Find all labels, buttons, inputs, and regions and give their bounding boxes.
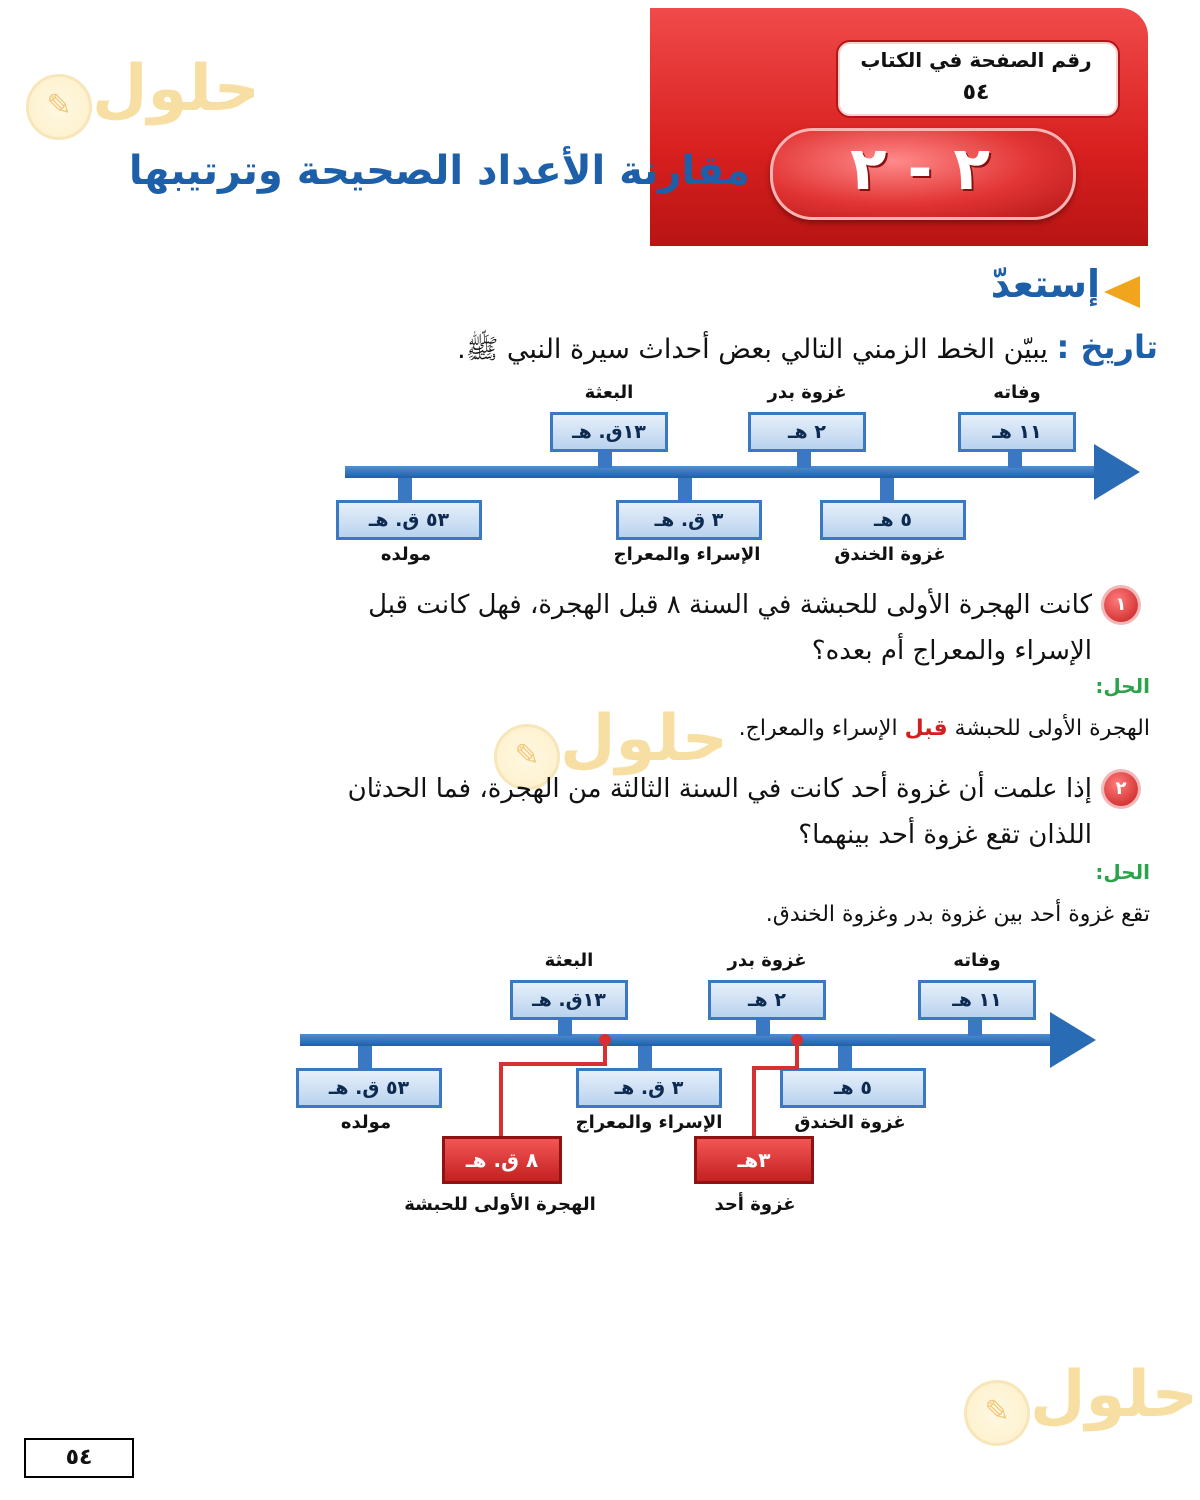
watermark-logo-icon: ✎ [964,1380,1030,1446]
question-number-badge: ٢ [1104,772,1138,806]
event-year-box: ٣ ق. هـ [616,500,762,540]
event-label: مولده [340,1112,392,1133]
event-label: غزوة بدر [727,950,807,971]
event-label: البعثة [544,950,594,971]
added-event-label: غزوة أحد [714,1194,796,1215]
event-label: غزوة الخندق [834,544,946,565]
connector-line [752,1066,756,1138]
event-label: غزوة الخندق [794,1112,906,1133]
lesson-number: ٢ - ٢ [850,134,990,204]
intro-sentence: يبيّن الخط الزمني التالي بعض أحداث سيرة النبي ﷺ. [457,334,1048,365]
event-stem [398,478,412,500]
event-stem [678,478,692,500]
book-page-label: رقم الصفحة في الكتاب [860,48,1092,72]
watermark-logo-text: حلول [92,52,260,126]
event-year-box: ٣ ق. هـ [576,1068,722,1108]
watermark-logo-icon: ✎ [26,74,92,140]
event-label: الإسراء والمعراج [575,1112,723,1133]
added-event-box: ٨ ق. هـ [442,1136,562,1184]
event-stem [880,478,894,500]
event-stem [756,1020,770,1036]
event-label: غزوة بدر [767,382,847,403]
connector-line [499,1062,607,1066]
intro-keyword: تاريخ : [1056,328,1158,366]
event-year-box: ١١ هـ [958,412,1076,452]
event-label: وفاته [953,950,1001,971]
event-year-box: ٥ هـ [820,500,966,540]
solution-label: الحل: [1095,860,1150,884]
event-stem [1008,452,1022,468]
page-title: مقارنة الأعداد الصحيحة وترتيبها [128,148,750,194]
event-stem [838,1046,852,1068]
question-number-badge: ١ [1104,588,1138,622]
added-event-label: الهجرة الأولى للحبشة [404,1194,596,1215]
event-stem [797,452,811,468]
connector-line [499,1062,503,1138]
event-year-box: ١٣ق. هـ [510,980,628,1020]
event-year-box: ٥ هـ [780,1068,926,1108]
timeline-axis [345,466,1100,478]
event-label: مولده [380,544,432,565]
answer-part: الإسراء والمعراج. [738,716,898,741]
event-year-box: ٥٣ ق. هـ [336,500,482,540]
intro-text [300,328,1158,372]
event-label: البعثة [584,382,634,403]
added-event-box: ٣هـ [694,1136,814,1184]
watermark-logo-text: حلول [560,702,728,776]
solution-label: الحل: [1095,674,1150,698]
timeline-arrowhead [1050,1012,1096,1068]
answer-part: الهجرة الأولى للحبشة [954,716,1150,741]
answer-text: تقع غزوة أحد بين غزوة بدر وغزوة الخندق. [765,902,1150,927]
answer-text [500,716,1150,741]
event-year-box: ٢ هـ [708,980,826,1020]
question-text: كانت الهجرة الأولى للحبشة في السنة ٨ قبل الهجرة، فهل كانت قبل الإسراء والمعراج أم بعده؟ [368,590,1092,666]
event-year-box: ٥٣ ق. هـ [296,1068,442,1108]
event-year-box: ١٣ق. هـ [550,412,668,452]
answer-highlight: قبل [904,716,948,741]
prepare-arrow-icon [1104,276,1140,308]
question-text: إذا علمت أن غزوة أحد كانت في السنة الثالثة من الهجرة، فما الحدثان اللذان تقع غزوة أحد بينهما؟ [347,774,1092,850]
event-label: الإسراء والمعراج [613,544,761,565]
timeline-axis [300,1034,1056,1046]
watermark-logo-icon: ✎ [494,724,560,790]
connector-line [752,1066,799,1070]
watermark-logo-text: حلول [1030,1358,1198,1432]
event-stem [558,1020,572,1036]
event-year-box: ٢ هـ [748,412,866,452]
event-stem [358,1046,372,1068]
page-number: ٥٤ [24,1438,134,1478]
event-label: وفاته [993,382,1041,403]
prepare-heading: إستعدّ [990,262,1100,306]
event-year-box: ١١ هـ [918,980,1036,1020]
event-stem [598,452,612,468]
event-stem [968,1020,982,1036]
event-stem [638,1046,652,1068]
book-page-number: ٥٤ [962,80,990,105]
timeline-arrowhead [1094,444,1140,500]
